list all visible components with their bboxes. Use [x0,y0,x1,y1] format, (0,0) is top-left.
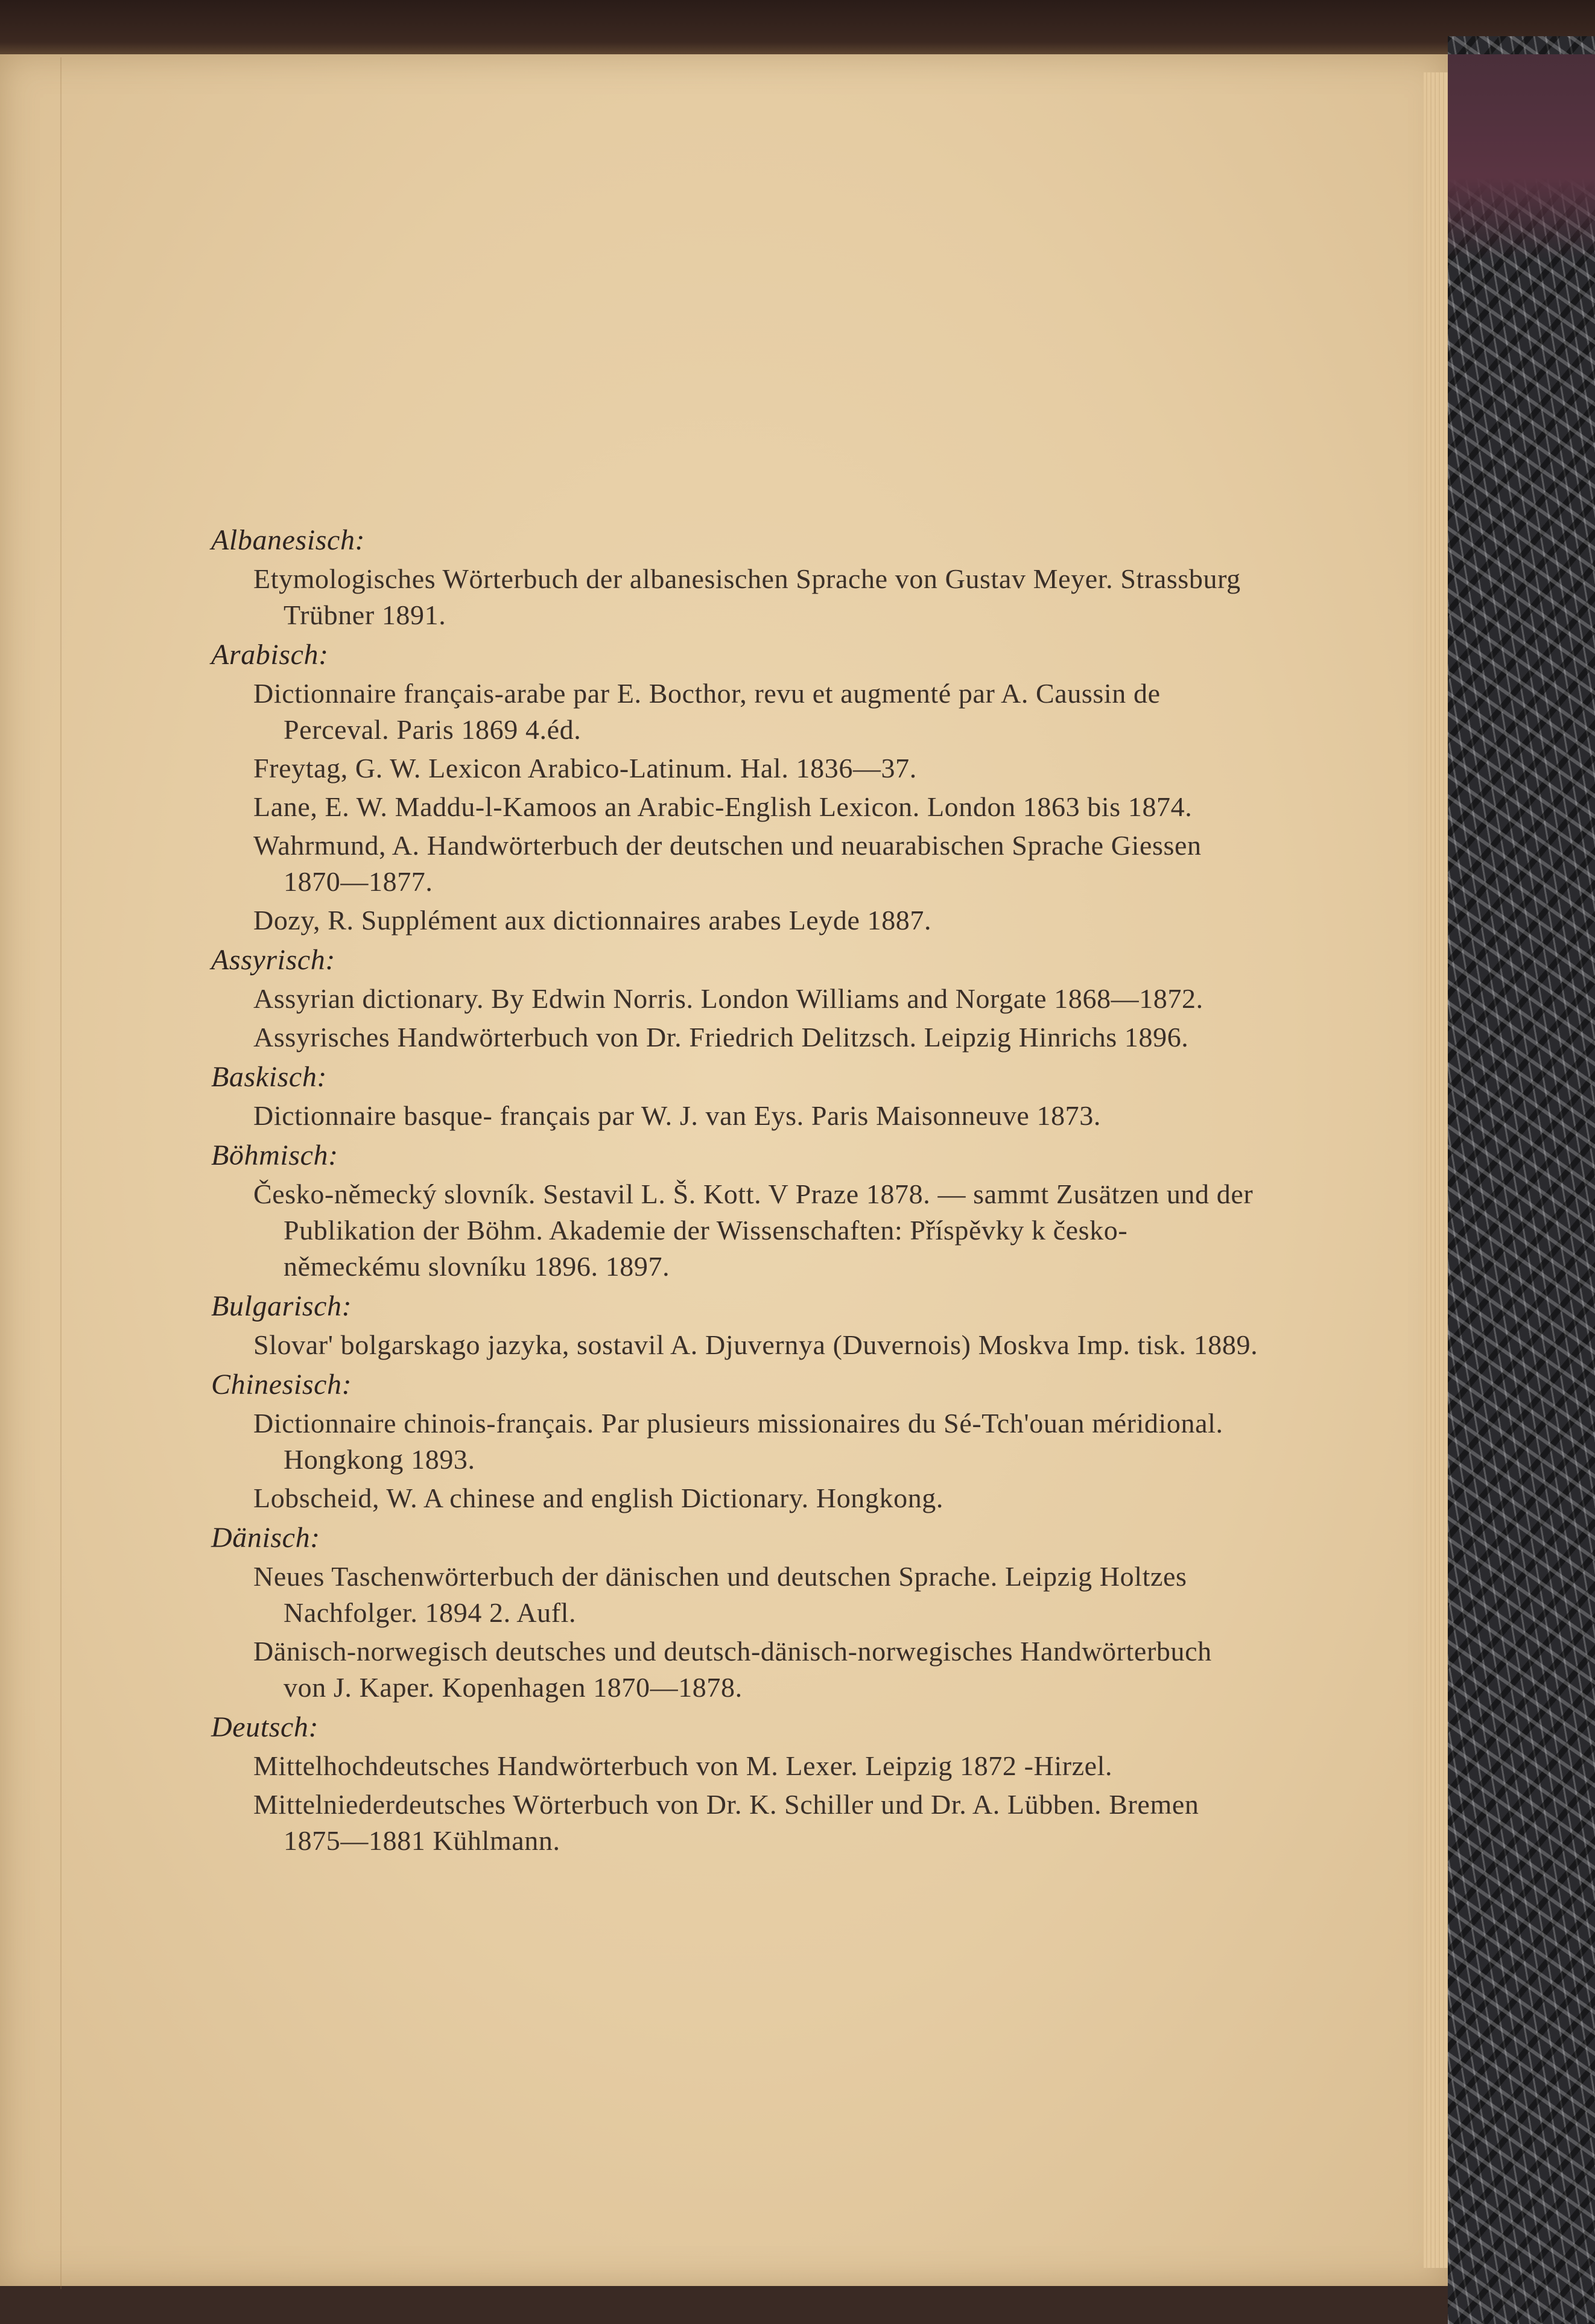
section-assyrisch [211,942,1261,1056]
section-deutsch [211,1709,1261,1859]
bibliography-entry: Dänisch-norwegisch deutsches und deutsch-dänisch-norwegisches Handwörterbuch von J. Kaper. Kopenhagen 1870—1878. [253,1636,1212,1703]
bibliography-entry: Assyrisches Handwörterbuch von Dr. Friedrich Delitzsch. Leipzig Hinrichs 1896. [253,1022,1189,1053]
bibliography-entry: Lobscheid, W. A chinese and english Dictionary. Hongkong. [253,1483,943,1513]
section-heading: Chinesisch: [211,1369,352,1401]
section-bulgarisch [211,1288,1261,1363]
page-fold-line [60,57,62,2289]
section-boehmisch [211,1138,1261,1285]
top-shadow-band [0,0,1595,60]
section-heading: Bulgarisch: [211,1290,352,1322]
section-arabisch [211,637,1261,939]
bibliography-entry: Lane, E. W. Maddu-l-Kamoos an Arabic-English Lexicon. London 1863 bis 1874. [253,791,1193,822]
bibliography-entry: Freytag, G. W. Lexicon Arabico-Latinum. Hal. 1836—37. [253,753,917,784]
dictionary-list [211,519,1261,1861]
section-albanesisch [211,522,1261,633]
bibliography-entry: Dozy, R. Supplément aux dictionnaires arabes Leyde 1887. [253,905,932,936]
bibliography-entry: Etymologisches Wörterbuch der albanesischen Sprache von Gustav Meyer. Strassburg Trübner 1891. [253,563,1241,630]
marbled-cover [1448,36,1595,2324]
bibliography-entry: Slovar' bolgarskago jazyka, sostavil A. Djuvernya (Duvernois) Moskva Imp. tisk. 1889. [253,1329,1258,1360]
bibliography-entry: Dictionnaire chinois-français. Par plusieurs missionaires du Sé-Tch'ouan méridional. Hongkong 1893. [253,1408,1223,1475]
bibliography-entry: Česko-německý slovník. Sestavil L. Š. Kott. V Praze 1878. — sammt Zusätzen und der Publikation der Böhm. Akademie der Wissenschaften: Příspěvky k česko-německému slovníku 1896. 1897. [253,1179,1254,1282]
bibliography-entry: Neues Taschenwörterbuch der dänischen und deutschen Sprache. Leipzig Holtzes Nachfolger. 1894 2. Aufl. [253,1561,1187,1628]
bibliography-entry: Dictionnaire basque- français par W. J. van Eys. Paris Maisonneuve 1873. [253,1100,1101,1131]
bibliography-entry: Assyrian dictionary. By Edwin Norris. London Williams and Norgate 1868—1872. [253,983,1203,1014]
section-heading: Albanesisch: [211,524,366,556]
section-heading: Arabisch: [211,639,329,671]
section-heading: Baskisch: [211,1061,328,1093]
bibliography-entry: Dictionnaire français-arabe par E. Bocthor, revu et augmenté par A. Caussin de Perceval. Paris 1869 4.éd. [253,678,1161,745]
section-baskisch [211,1059,1261,1134]
section-heading: Deutsch: [211,1711,319,1743]
bibliography-entry: Wahrmund, A. Handwörterbuch der deutschen und neuarabischen Sprache Giessen 1870—1877. [253,830,1202,897]
section-heading: Böhmisch: [211,1139,338,1171]
cover-spine-edge [1436,54,1595,259]
bibliography-entry: Mittelhochdeutsches Handwörterbuch von M. Lexer. Leipzig 1872 -Hirzel. [253,1750,1113,1781]
section-chinesisch [211,1367,1261,1516]
bibliography-entry: Mittelniederdeutsches Wörterbuch von Dr. K. Schiller und Dr. A. Lübben. Bremen 1875—1881 Kühlmann. [253,1789,1199,1856]
section-heading: Assyrisch: [211,944,335,976]
section-daenisch [211,1520,1261,1706]
section-heading: Dänisch: [211,1522,320,1554]
page-edges [1424,72,1448,2268]
